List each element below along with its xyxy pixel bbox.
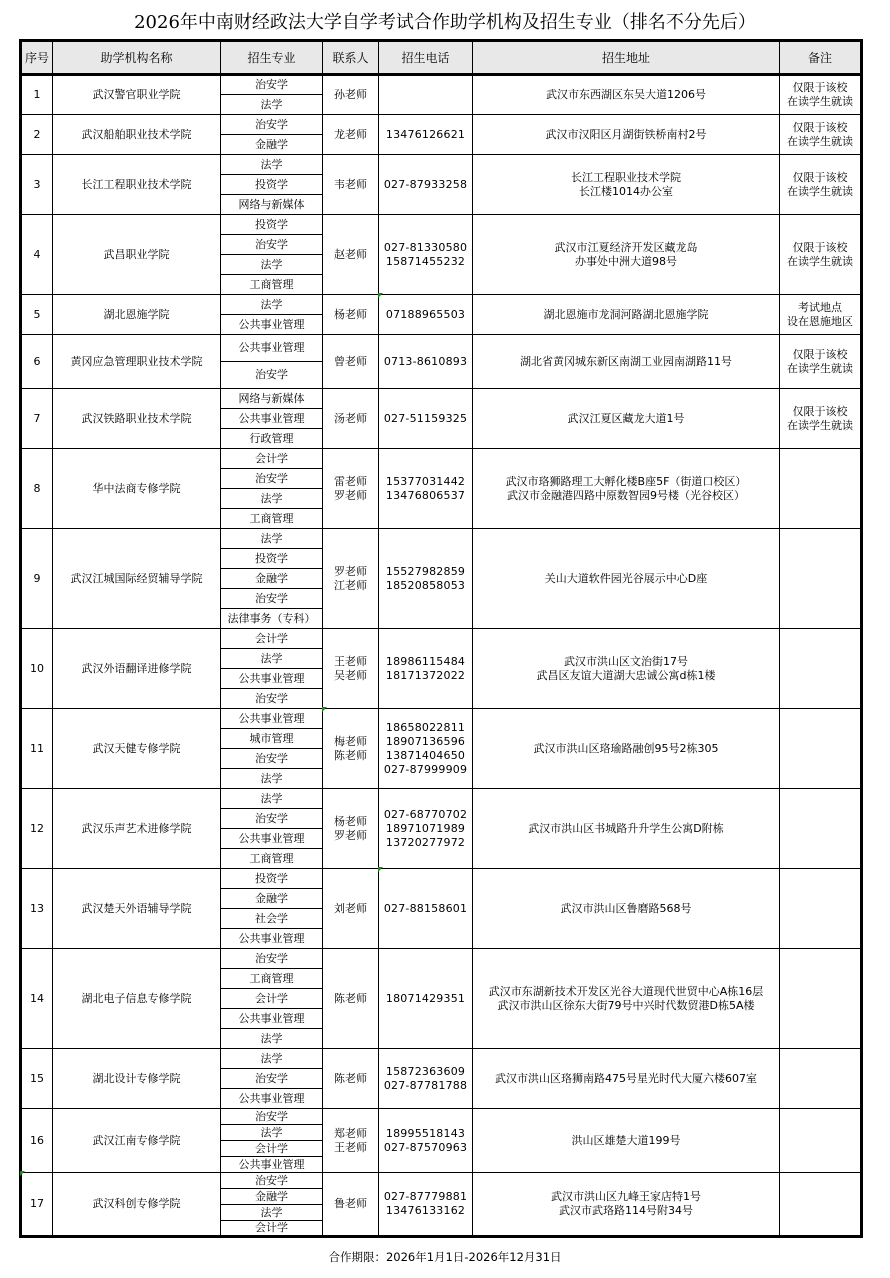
major-cell: 网络与新媒体 — [221, 389, 323, 409]
contact-cell-line: 汤老师 — [334, 411, 367, 425]
major-cell: 法学 — [221, 1125, 323, 1141]
table-row — [21, 869, 862, 889]
major-cell: 工商管理 — [221, 969, 323, 989]
address-cell — [473, 869, 780, 949]
major-cell: 投资学 — [221, 175, 323, 195]
seq-cell: 13 — [21, 869, 53, 949]
table-row — [21, 215, 862, 235]
major-cell: 网络与新媒体 — [221, 195, 323, 215]
table-row — [21, 75, 862, 95]
phone-cell-line: 18071429351 — [385, 991, 466, 1005]
major-cell: 法学 — [221, 255, 323, 275]
phone-cell-line: 18995518143 — [385, 1126, 466, 1140]
address-cell-line: 武汉市洪山区九峰王家店特1号 — [551, 1190, 701, 1203]
contact-cell-line: 罗老师 — [334, 564, 367, 578]
table-row — [21, 949, 862, 969]
seq-cell: 15 — [21, 1049, 53, 1109]
major-cell: 治安学 — [221, 115, 323, 135]
address-cell-line: 武汉市汉阳区月湖街铁桥南村2号 — [545, 127, 707, 141]
major-cell: 法学 — [221, 1029, 323, 1049]
major-cell: 公共事业管理 — [221, 335, 323, 362]
address-cell-line: 武汉江夏区藏龙大道1号 — [567, 411, 685, 425]
phone-cell-line: 18907136596 — [385, 734, 466, 748]
address-cell — [473, 389, 780, 449]
note-cell — [780, 709, 862, 789]
major-cell: 金融学 — [221, 569, 323, 589]
phone-cell — [379, 449, 473, 529]
note-cell — [780, 869, 862, 949]
contact-cell-line: 雷老师 — [334, 474, 367, 488]
address-cell — [473, 1109, 780, 1173]
address-cell-line: 武汉市洪山区文治街17号 — [564, 654, 688, 668]
major-cell: 治安学 — [221, 469, 323, 489]
institution-name: 武汉船舶职业技术学院 — [53, 115, 221, 155]
phone-cell — [379, 1173, 473, 1237]
contact-cell-line: 杨老师 — [334, 307, 367, 321]
major-cell: 会计学 — [221, 1221, 323, 1237]
major-cell: 治安学 — [221, 949, 323, 969]
note-cell — [780, 789, 862, 869]
contact-cell-line: 龙老师 — [334, 127, 367, 141]
major-cell: 公共事业管理 — [221, 1157, 323, 1173]
header-majors: 招生专业 — [221, 41, 323, 75]
address-cell-line: 武汉市东西湖区东吴大道1206号 — [546, 88, 706, 101]
phone-cell — [379, 155, 473, 215]
note-cell — [780, 529, 862, 629]
seq-cell: 12 — [21, 789, 53, 869]
major-cell: 工商管理 — [221, 849, 323, 869]
phone-cell-line: 13476133162 — [385, 1204, 466, 1217]
institution-table — [19, 39, 863, 1238]
phone-cell-line: 027-87781788 — [383, 1078, 468, 1092]
phone-cell-line: 027-51159325 — [383, 411, 468, 425]
contact-cell — [323, 1173, 379, 1237]
major-cell: 法学 — [221, 1205, 323, 1221]
seq-cell: 3 — [21, 155, 53, 215]
contact-cell — [323, 529, 379, 629]
contact-cell-line: 陈老师 — [334, 991, 367, 1005]
phone-cell — [379, 389, 473, 449]
contact-cell — [323, 949, 379, 1049]
phone-cell-line: 15871455232 — [385, 254, 466, 268]
contact-cell — [323, 155, 379, 215]
major-cell: 会计学 — [221, 1141, 323, 1157]
note-cell — [780, 115, 862, 155]
seq-cell: 4 — [21, 215, 53, 295]
note-cell-line: 考试地点 — [798, 300, 842, 314]
seq-cell: 8 — [21, 449, 53, 529]
phone-cell — [379, 75, 473, 115]
seq-cell: 14 — [21, 949, 53, 1049]
contact-cell-line: 曾老师 — [334, 354, 367, 368]
note-cell — [780, 215, 862, 295]
contact-cell — [323, 789, 379, 869]
contact-cell-line: 王老师 — [334, 654, 367, 668]
contact-cell-line: 梅老师 — [334, 734, 367, 748]
seq-cell: 17 — [21, 1173, 53, 1237]
address-cell — [473, 215, 780, 295]
major-cell: 会计学 — [221, 449, 323, 469]
address-cell — [473, 629, 780, 709]
major-cell: 投资学 — [221, 869, 323, 889]
contact-cell-line: 孙老师 — [334, 88, 367, 101]
major-cell: 治安学 — [221, 235, 323, 255]
phone-cell — [379, 335, 473, 389]
address-cell — [473, 449, 780, 529]
note-cell — [780, 629, 862, 709]
address-cell-line: 办事处中洲大道98号 — [575, 254, 677, 268]
contact-cell — [323, 1109, 379, 1173]
note-cell — [780, 449, 862, 529]
address-cell-line: 武汉市武珞路114号附34号 — [559, 1204, 693, 1217]
contact-cell-line: 陈老师 — [334, 748, 367, 762]
phone-cell-line: 0713-8610893 — [383, 354, 468, 368]
address-cell-line: 湖北省黄冈城东新区南湖工业园南湖路11号 — [520, 354, 732, 368]
note-cell-line: 仅限于该校 — [792, 347, 848, 361]
address-cell-line: 武汉市珞狮路理工大孵化楼B座5F（街道口校区） — [505, 474, 747, 488]
phone-cell-line: 15872363609 — [385, 1064, 466, 1078]
major-cell: 法学 — [221, 95, 323, 115]
phone-cell-line: 027-87779881 — [383, 1190, 468, 1203]
address-cell — [473, 295, 780, 335]
cell-comment-marker — [378, 867, 383, 872]
major-cell: 公共事业管理 — [221, 409, 323, 429]
address-cell-line: 武汉市洪山区书城路升升学生公寓D附栋 — [528, 821, 724, 835]
major-cell: 工商管理 — [221, 275, 323, 295]
address-cell-line: 武汉市洪山区徐东大街79号中兴时代数贸港D栋5A楼 — [497, 998, 755, 1012]
phone-cell-line: 13720277972 — [385, 835, 466, 849]
contact-cell — [323, 869, 379, 949]
major-cell: 法学 — [221, 489, 323, 509]
header-row — [21, 41, 862, 75]
note-cell — [780, 1109, 862, 1173]
table-row — [21, 629, 862, 649]
note-cell — [780, 949, 862, 1049]
major-cell: 社会学 — [221, 909, 323, 929]
address-cell-line: 武汉市江夏经济开发区藏龙岛 — [554, 240, 698, 254]
phone-cell — [379, 295, 473, 335]
major-cell: 治安学 — [221, 689, 323, 709]
seq-cell: 5 — [21, 295, 53, 335]
major-cell: 会计学 — [221, 989, 323, 1009]
institution-name: 武汉外语翻译进修学院 — [53, 629, 221, 709]
phone-cell-line: 18171372022 — [385, 668, 466, 682]
note-cell — [780, 1049, 862, 1109]
phone-cell-line: 027-87999909 — [383, 762, 468, 776]
seq-cell: 10 — [21, 629, 53, 709]
header-phone: 招生电话 — [379, 41, 473, 75]
note-cell-line: 在读学生就读 — [787, 184, 853, 198]
header-seq: 序号 — [21, 41, 53, 75]
major-cell: 治安学 — [221, 1109, 323, 1125]
institution-name: 湖北恩施学院 — [53, 295, 221, 335]
note-cell-line: 仅限于该校 — [792, 120, 848, 134]
table-row — [21, 1173, 862, 1189]
phone-cell-line: 18986115484 — [385, 654, 466, 668]
phone-cell — [379, 949, 473, 1049]
note-cell-line: 仅限于该校 — [792, 404, 848, 418]
major-cell: 治安学 — [221, 1173, 323, 1189]
contact-cell — [323, 1049, 379, 1109]
major-cell: 治安学 — [221, 362, 323, 389]
table-row — [21, 155, 862, 175]
contact-cell-line: 罗老师 — [334, 488, 367, 502]
note-cell — [780, 75, 862, 115]
major-cell: 法学 — [221, 769, 323, 789]
phone-cell-line: 13871404650 — [385, 748, 466, 762]
contact-cell-line: 王老师 — [334, 1140, 367, 1154]
major-cell: 治安学 — [221, 589, 323, 609]
address-cell-line: 洪山区雄楚大道199号 — [571, 1133, 681, 1147]
major-cell: 公共事业管理 — [221, 669, 323, 689]
address-cell-line: 湖北恩施市龙洞河路湖北恩施学院 — [543, 307, 709, 321]
cell-comment-marker — [20, 1171, 25, 1176]
phone-cell — [379, 1109, 473, 1173]
institution-name: 武汉科创专修学院 — [53, 1173, 221, 1237]
contact-cell-line: 鲁老师 — [334, 1197, 367, 1210]
note-cell — [780, 389, 862, 449]
seq-cell: 2 — [21, 115, 53, 155]
seq-cell: 16 — [21, 1109, 53, 1173]
address-cell-line: 武汉市洪山区珞狮南路475号星光时代大厦六楼607室 — [495, 1071, 757, 1085]
seq-cell: 1 — [21, 75, 53, 115]
table-row — [21, 1109, 862, 1125]
phone-cell-line: 027-87933258 — [383, 177, 468, 191]
phone-cell — [379, 529, 473, 629]
institution-name: 武昌职业学院 — [53, 215, 221, 295]
note-cell-line: 在读学生就读 — [787, 134, 853, 148]
major-cell: 治安学 — [221, 1069, 323, 1089]
major-cell: 公共事业管理 — [221, 315, 323, 335]
table-row — [21, 335, 862, 362]
address-cell — [473, 1173, 780, 1237]
address-cell — [473, 949, 780, 1049]
note-cell-line: 在读学生就读 — [787, 95, 853, 108]
major-cell: 法学 — [221, 529, 323, 549]
table-row — [21, 709, 862, 729]
table-row — [21, 115, 862, 135]
major-cell: 金融学 — [221, 1189, 323, 1205]
cell-comment-marker — [322, 707, 327, 712]
seq-cell: 11 — [21, 709, 53, 789]
major-cell: 金融学 — [221, 889, 323, 909]
major-cell: 公共事业管理 — [221, 1089, 323, 1109]
contact-cell — [323, 449, 379, 529]
note-cell — [780, 295, 862, 335]
phone-cell — [379, 709, 473, 789]
header-contact: 联系人 — [323, 41, 379, 75]
address-cell — [473, 789, 780, 869]
major-cell: 治安学 — [221, 749, 323, 769]
phone-cell — [379, 1049, 473, 1109]
address-cell-line: 武汉市东湖新技术开发区光谷大道现代世贸中心A栋16层 — [488, 984, 764, 998]
address-cell — [473, 1049, 780, 1109]
address-cell-line: 长江工程职业技术学院 — [571, 170, 681, 184]
major-cell: 法学 — [221, 295, 323, 315]
institution-name: 武汉天健专修学院 — [53, 709, 221, 789]
major-cell: 工商管理 — [221, 509, 323, 529]
major-cell: 城市管理 — [221, 729, 323, 749]
address-cell — [473, 335, 780, 389]
phone-cell-line: 07188965503 — [385, 307, 466, 321]
institution-name: 华中法商专修学院 — [53, 449, 221, 529]
phone-cell — [379, 869, 473, 949]
phone-cell — [379, 629, 473, 709]
institution-name: 武汉乐声艺术进修学院 — [53, 789, 221, 869]
table-row — [21, 389, 862, 409]
contact-cell-line: 韦老师 — [334, 177, 367, 191]
major-cell: 法学 — [221, 649, 323, 669]
major-cell: 法律事务（专科） — [221, 609, 323, 629]
address-cell — [473, 529, 780, 629]
note-cell-line: 在读学生就读 — [787, 418, 853, 432]
address-cell-line: 武汉市金融港四路中原数智园9号楼（光谷校区） — [507, 488, 745, 502]
phone-cell-line: 13476806537 — [385, 488, 466, 502]
contact-cell — [323, 629, 379, 709]
table-row — [21, 529, 862, 549]
contact-cell — [323, 709, 379, 789]
major-cell: 公共事业管理 — [221, 929, 323, 949]
phone-cell-line: 18520858053 — [385, 578, 466, 592]
phone-cell — [379, 215, 473, 295]
phone-cell-line: 15377031442 — [385, 474, 466, 488]
contact-cell-line: 江老师 — [334, 578, 367, 592]
note-cell-line: 在读学生就读 — [787, 361, 853, 375]
phone-cell-line: 027-88158601 — [383, 901, 468, 915]
seq-cell: 6 — [21, 335, 53, 389]
cell-comment-marker — [378, 293, 383, 298]
contact-cell — [323, 115, 379, 155]
address-cell — [473, 709, 780, 789]
address-cell-line: 武汉市洪山区鲁磨路568号 — [560, 901, 692, 915]
major-cell: 行政管理 — [221, 429, 323, 449]
header-name: 助学机构名称 — [53, 41, 221, 75]
address-cell-line: 长江楼1014办公室 — [579, 184, 673, 198]
contact-cell-line: 刘老师 — [334, 901, 367, 915]
institution-name: 武汉铁路职业技术学院 — [53, 389, 221, 449]
major-cell: 治安学 — [221, 75, 323, 95]
note-cell-line: 仅限于该校 — [792, 81, 848, 94]
phone-cell — [379, 115, 473, 155]
table-row — [21, 789, 862, 809]
institution-name: 武汉江南专修学院 — [53, 1109, 221, 1173]
institution-name: 湖北电子信息专修学院 — [53, 949, 221, 1049]
institution-name: 湖北设计专修学院 — [53, 1049, 221, 1109]
address-cell — [473, 75, 780, 115]
phone-cell-line: 18971071989 — [385, 821, 466, 835]
institution-name: 黄冈应急管理职业技术学院 — [53, 335, 221, 389]
major-cell: 法学 — [221, 1049, 323, 1069]
phone-cell-line: 13476126621 — [385, 127, 466, 141]
seq-cell: 7 — [21, 389, 53, 449]
note-cell-line: 设在恩施地区 — [787, 314, 853, 328]
address-cell — [473, 155, 780, 215]
contact-cell — [323, 75, 379, 115]
cooperation-period: 合作期限：2026年1月1日-2026年12月31日 — [328, 1250, 562, 1264]
table-body — [21, 75, 862, 1237]
contact-cell-line: 陈老师 — [334, 1071, 367, 1085]
phone-cell-line: 18658022811 — [385, 720, 466, 734]
note-cell — [780, 1173, 862, 1237]
major-cell: 公共事业管理 — [221, 1009, 323, 1029]
note-cell-line: 在读学生就读 — [787, 254, 853, 268]
seq-cell: 9 — [21, 529, 53, 629]
header-note: 备注 — [780, 41, 862, 75]
table-row — [21, 295, 862, 315]
major-cell: 投资学 — [221, 549, 323, 569]
major-cell: 治安学 — [221, 809, 323, 829]
major-cell: 公共事业管理 — [221, 709, 323, 729]
major-cell: 公共事业管理 — [221, 829, 323, 849]
page-title: 2026年中南财经政法大学自学考试合作助学机构及招生专业（排名不分先后） — [134, 12, 756, 33]
institution-name: 武汉警官职业学院 — [53, 75, 221, 115]
contact-cell-line: 吴老师 — [334, 668, 367, 682]
major-cell: 金融学 — [221, 135, 323, 155]
address-cell — [473, 115, 780, 155]
phone-cell-line: 027-87570963 — [383, 1140, 468, 1154]
contact-cell-line: 赵老师 — [334, 247, 367, 261]
address-cell-line: 武汉市洪山区珞瑜路融创95号2栋305 — [533, 741, 719, 755]
table-row — [21, 1049, 862, 1069]
contact-cell-line: 罗老师 — [334, 828, 367, 842]
contact-cell — [323, 295, 379, 335]
address-cell-line: 关山大道软件园光谷展示中心D座 — [544, 571, 708, 585]
institution-name: 长江工程职业技术学院 — [53, 155, 221, 215]
phone-cell-line: 15527982859 — [385, 564, 466, 578]
header-address: 招生地址 — [473, 41, 780, 75]
major-cell: 法学 — [221, 789, 323, 809]
phone-cell-line: 027-68770702 — [383, 807, 468, 821]
contact-cell-line: 杨老师 — [334, 814, 367, 828]
note-cell-line: 仅限于该校 — [792, 240, 848, 254]
note-cell — [780, 155, 862, 215]
major-cell: 会计学 — [221, 629, 323, 649]
note-cell — [780, 335, 862, 389]
major-cell: 法学 — [221, 155, 323, 175]
table-row — [21, 449, 862, 469]
contact-cell — [323, 389, 379, 449]
note-cell-line: 仅限于该校 — [792, 170, 848, 184]
major-cell: 投资学 — [221, 215, 323, 235]
contact-cell-line: 郑老师 — [334, 1126, 367, 1140]
phone-cell-line: 027-81330580 — [383, 240, 468, 254]
institution-name: 武汉江城国际经贸辅导学院 — [53, 529, 221, 629]
address-cell-line: 武昌区友谊大道湖大忠诚公寓d栋1楼 — [536, 668, 716, 682]
institution-name: 武汉楚天外语辅导学院 — [53, 869, 221, 949]
contact-cell — [323, 215, 379, 295]
phone-cell — [379, 789, 473, 869]
contact-cell — [323, 335, 379, 389]
